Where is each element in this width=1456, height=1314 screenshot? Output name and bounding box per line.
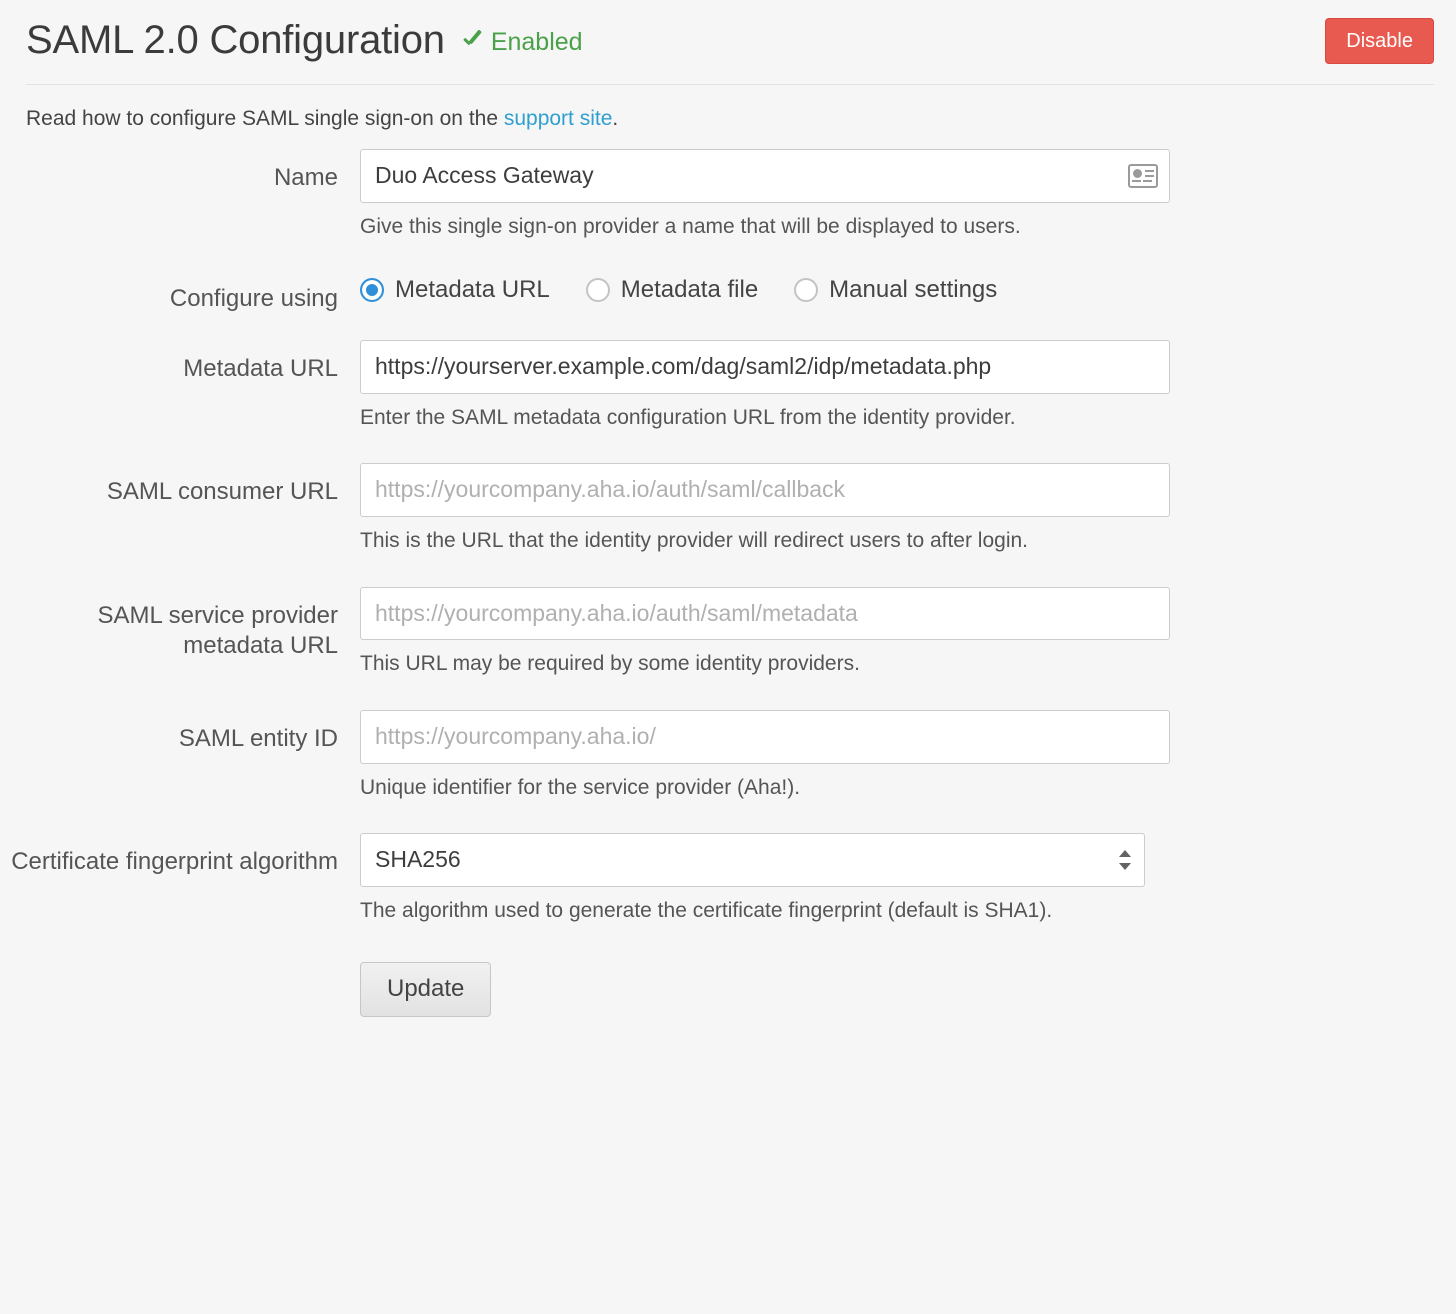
intro-text [0, 85, 1456, 131]
metadata-url-input-wrap [360, 340, 1170, 394]
consumer-url-help-text: This is the URL that the identity provider will redirect users to after login. [360, 529, 1029, 553]
fingerprint-algorithm-select-wrap [360, 833, 1145, 887]
sp-metadata-url-input-wrap [360, 587, 1170, 641]
radio-mark-metadata-url[interactable] [360, 278, 384, 302]
fingerprint-algorithm-field-col [360, 833, 1430, 950]
field-row-configure-using [0, 272, 1430, 334]
name-field-col [360, 149, 1430, 266]
status-label: Enabled [490, 27, 583, 56]
field-row-metadata-url [0, 340, 1430, 457]
status-badge [461, 28, 583, 57]
consumer-url-field-col [360, 463, 1430, 580]
sp-metadata-url-field-col [360, 587, 1430, 704]
radio-label-metadata-url: Metadata URL [395, 276, 550, 304]
intro-text-after: . [612, 107, 619, 130]
name-help-text: Give this single sign-on provider a name that will be displayed to users. [360, 214, 1021, 238]
fingerprint-algorithm-select[interactable] [360, 833, 1145, 887]
fingerprint-algorithm-help-text: The algorithm used to generate the certificate fingerprint (default is SHA1). [360, 898, 1053, 922]
sp-metadata-url-help-text: This URL may be required by some identity providers. [360, 652, 860, 676]
field-row-fingerprint-algorithm [0, 833, 1430, 950]
field-row-consumer-url [0, 463, 1430, 580]
update-row [360, 962, 1390, 1017]
page-header [0, 0, 1456, 64]
intro-text-before: Read how to configure SAML single sign-on on the [26, 107, 504, 130]
actions-spacer [0, 956, 360, 970]
consumer-url-input[interactable] [360, 463, 1170, 517]
configure-using-field-col [360, 272, 1430, 334]
fingerprint-algorithm-label: Certificate fingerprint algorithm [11, 847, 338, 875]
name-input[interactable] [360, 149, 1170, 203]
entity-id-label: SAML entity ID [178, 724, 338, 752]
sp-metadata-url-label: SAML service provider metadata URL [97, 601, 338, 659]
check-icon [461, 31, 483, 53]
sp-metadata-url-input[interactable] [360, 587, 1170, 641]
radio-option-metadata-url[interactable] [360, 276, 550, 304]
radio-mark-metadata-file[interactable] [586, 278, 610, 302]
configure-using-label: Configure using [169, 285, 338, 313]
radio-option-metadata-file[interactable] [586, 276, 758, 304]
page-title: SAML 2.0 Configuration [26, 18, 445, 62]
name-label: Name [273, 164, 338, 191]
metadata-url-label: Metadata URL [183, 355, 338, 383]
disable-button[interactable]: Disable [1325, 18, 1434, 64]
field-row-entity-id [0, 710, 1430, 827]
support-site-link[interactable]: support site [503, 107, 613, 130]
metadata-url-input[interactable] [360, 340, 1170, 394]
consumer-url-input-wrap [360, 463, 1170, 517]
entity-id-input-wrap [360, 710, 1170, 764]
saml-config-form [0, 131, 1456, 1017]
name-input-wrap [360, 149, 1170, 203]
radio-option-manual-settings[interactable] [794, 276, 997, 304]
update-button[interactable]: Update [360, 962, 491, 1017]
radio-mark-manual-settings[interactable] [794, 278, 818, 302]
header-left-group [26, 18, 583, 62]
configure-using-radio-group [360, 272, 1390, 304]
field-row-name [0, 149, 1430, 266]
field-row-sp-metadata-url [0, 587, 1430, 704]
entity-id-help-text: Unique identifier for the service provider (Aha!). [360, 775, 801, 799]
contact-card-icon[interactable] [1128, 164, 1158, 188]
radio-label-metadata-file: Metadata file [620, 276, 759, 304]
entity-id-input[interactable] [360, 710, 1170, 764]
radio-label-manual-settings: Manual settings [829, 276, 998, 304]
metadata-url-help-text: Enter the SAML metadata configuration URL from the identity provider. [360, 406, 1016, 430]
consumer-url-label: SAML consumer URL [106, 478, 338, 506]
metadata-url-field-col [360, 340, 1430, 457]
field-row-actions [0, 956, 1430, 1017]
entity-id-field-col [360, 710, 1430, 827]
actions-field-col [360, 956, 1430, 1017]
